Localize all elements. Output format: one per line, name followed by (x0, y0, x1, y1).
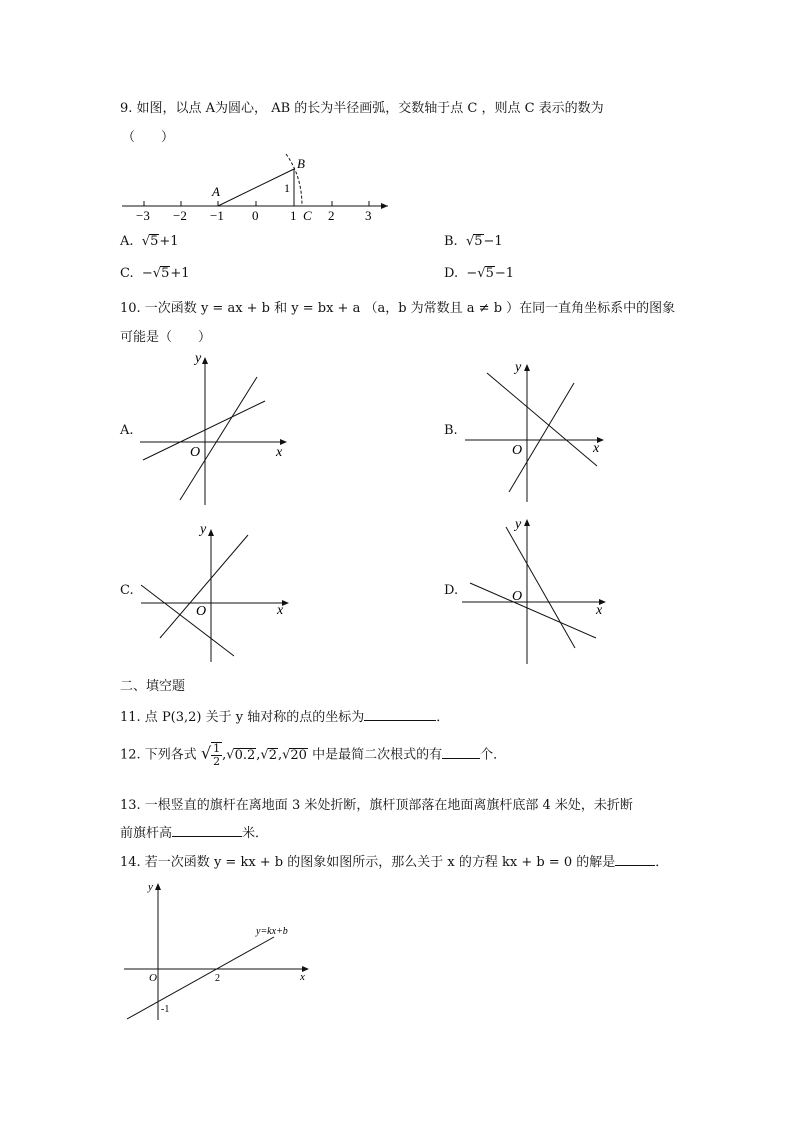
q12: 12. 下列各式 √ $\frac{1}{2}$ ,√0.2,√2,√20 中是最简二次根式的有 个． (120, 742, 507, 768)
svg-text:x: x (277, 603, 284, 618)
q10-stem-line1: 10. 一次函数 y = ax + b 和 y = bx + a （a，b 为常数且 a ≠ b ）在同一直角坐标系中的图象 (120, 301, 676, 316)
q9-answer-paren: （ ） (122, 130, 175, 145)
section-heading: 二、填空题 (120, 679, 186, 694)
svg-text:-1: -1 (161, 1004, 170, 1015)
svg-text:x: x (276, 445, 283, 460)
q14: 14. 若一次函数 y = kx + b 的图象如图所示，那么关于 x 的方程 kx + b = 0 的解是 ． (120, 855, 669, 870)
q9-option-a[interactable]: A. √5+1 (120, 234, 179, 249)
q10-stem-line2: 可能是（ ） (120, 330, 212, 345)
q9-stem: 9. 如图，以点 A为圆心， AB 的长为半径画弧，交数轴于点 C ，则点 C 表示的数为 (120, 101, 604, 116)
svg-text:y: y (515, 360, 522, 375)
svg-text:y: y (148, 881, 153, 893)
q10-option-a-label[interactable]: A. (120, 423, 134, 438)
q9-label-side: 1 (284, 181, 290, 195)
q9-tick-label: −3 (136, 208, 150, 223)
q11: 11. 点 P(3,2) 关于 y 轴对称的点的坐标为 ． (120, 710, 450, 725)
svg-text:y=kx+b: y=kx+b (256, 926, 288, 937)
q9-option-b[interactable]: B. √5−1 (444, 234, 503, 249)
svg-text:O: O (512, 443, 523, 458)
q13-line2: 前旗杆高 米． (120, 826, 269, 841)
q9-tick-label: 3 (365, 208, 372, 223)
q9-tick-label: 2 (328, 208, 335, 223)
svg-text:x: x (593, 441, 600, 456)
q9-tick-label: −2 (173, 208, 187, 223)
q13-line1: 13. 一根竖直的旗杆在离地面 3 米处折断，旗杆顶部落在地面离旗杆底部 4 米处，未折断 (120, 798, 633, 813)
q9-label-a: A (212, 184, 220, 199)
q10-option-b-label[interactable]: B. (444, 423, 458, 438)
svg-text:O: O (512, 589, 523, 604)
svg-text:x: x (596, 603, 603, 618)
q9-tick-label: −1 (210, 208, 224, 223)
svg-text:y: y (195, 351, 202, 366)
svg-text:O: O (196, 604, 207, 619)
q9-tick-label: 0 (252, 208, 259, 223)
q9-label-b: B (297, 156, 305, 171)
q9-tick-label: 1 (290, 208, 297, 223)
svg-text:O: O (190, 445, 201, 460)
q10-option-c-label[interactable]: C. (120, 583, 134, 598)
q9-option-c[interactable]: C. −√5+1 (120, 266, 190, 281)
q9-label-c: C (303, 208, 312, 223)
svg-text:y: y (515, 517, 522, 532)
svg-text:O: O (149, 972, 157, 984)
q9-option-d[interactable]: D. −√5−1 (444, 266, 515, 281)
svg-text:x: x (300, 971, 305, 983)
svg-text:y: y (200, 522, 207, 537)
svg-text:2: 2 (215, 973, 220, 984)
q10-option-d-label[interactable]: D. (444, 583, 459, 598)
